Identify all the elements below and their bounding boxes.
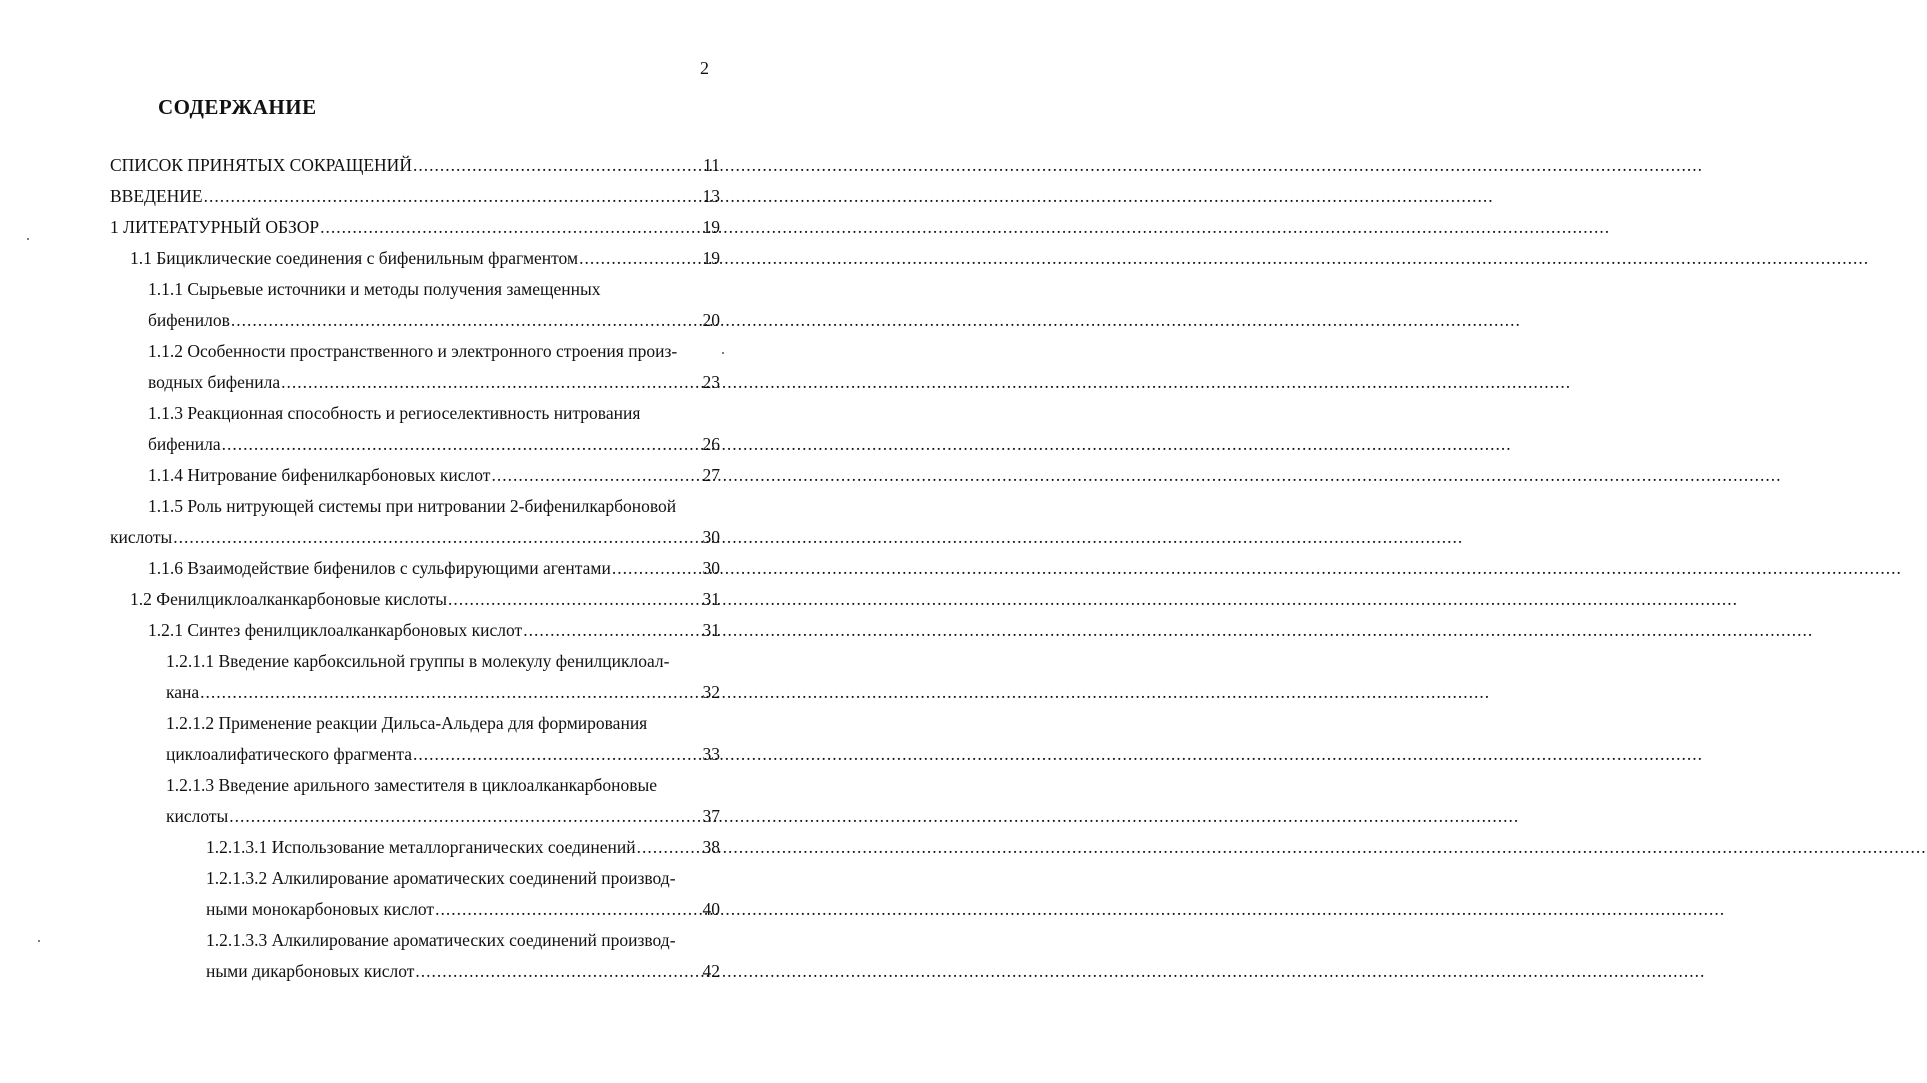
toc-entry-text: 1.1.4 Нитрование бифенилкарбоновых кислот (148, 465, 491, 485)
toc-entry (110, 367, 720, 398)
toc-page-number: 37 (702, 806, 720, 826)
dot-leader (281, 367, 701, 398)
dot-leader (415, 956, 701, 987)
toc-page-number: 20 (702, 310, 720, 330)
page-number: 2 (700, 58, 709, 78)
toc-entry-text: бифенила (148, 434, 221, 454)
toc-entry-first-line (110, 646, 720, 677)
toc-entry (110, 584, 720, 615)
toc-entry-text: ными монокарбоновых кислот (206, 899, 435, 919)
toc-entry-text: ВВЕДЕНИЕ (110, 186, 203, 206)
toc-entry-text: кислоты (110, 527, 173, 547)
toc-page-number: 26 (702, 434, 720, 454)
toc-page-number: 19 (702, 217, 720, 237)
toc-entry-text: бифенилов (148, 310, 230, 330)
dot-leader (637, 832, 702, 863)
toc-entry (110, 615, 720, 646)
dot-leader (448, 584, 701, 615)
toc-entry-text: 1.1.2 Особенности пространственного и электронного строения произ- (148, 341, 678, 361)
toc-entry-text: ными дикарбоновых кислот (206, 961, 415, 981)
table-of-contents (110, 150, 720, 987)
toc-page-number: 27 (702, 465, 720, 485)
toc-entry-text: 1.2.1.2 Применение реакции Дильса-Альдера для формирования (166, 713, 648, 733)
dot-leader (523, 615, 701, 646)
toc-entry-first-line (110, 274, 720, 305)
toc-entry (110, 305, 720, 336)
dot-leader (231, 305, 702, 336)
toc-page-number: 32 (702, 682, 720, 702)
toc-page-number: 11 (703, 155, 720, 175)
toc-entry (110, 150, 720, 181)
scan-speck (27, 238, 29, 240)
toc-entry (110, 212, 720, 243)
dot-leader (229, 801, 701, 832)
toc-entry-first-line (110, 708, 720, 739)
toc-entry-first-line (110, 863, 720, 894)
toc-entry (110, 181, 720, 212)
toc-entry-text: водных бифенила (148, 372, 281, 392)
dot-leader (413, 150, 702, 181)
toc-entry-text: кана (166, 682, 200, 702)
dot-leader (435, 894, 701, 925)
toc-entry (110, 429, 720, 460)
toc-entry-first-line (110, 398, 720, 429)
toc-entry (110, 243, 720, 274)
toc-entry (110, 677, 720, 708)
toc-entry-first-line (110, 770, 720, 801)
toc-page-number: 23 (702, 372, 720, 392)
toc-entry-text: 1.1 Бициклические соединения с бифенильным фрагментом (130, 248, 579, 268)
scan-speck (722, 352, 724, 354)
toc-entry (110, 553, 720, 584)
toc-entry-first-line (110, 491, 720, 522)
toc-page-number: 31 (702, 589, 720, 609)
toc-entry-text: 1.2.1.3 Введение арильного заместителя в циклоалканкарбоновые (166, 775, 657, 795)
page-title: СОДЕРЖАНИЕ (158, 95, 317, 119)
toc-entry-text: 1.2.1 Синтез фенилциклоалканкарбоновых кислот (148, 620, 523, 640)
toc-page-number: 42 (702, 961, 720, 981)
toc-entry-text: циклоалифатического фрагмента (166, 744, 413, 764)
toc-entry-first-line (110, 336, 720, 367)
toc-page-number: 30 (702, 527, 720, 547)
toc-entry-text: 1.2.1.3.3 Алкилирование ароматических соединений производ- (206, 930, 676, 950)
scan-speck (38, 940, 40, 942)
toc-entry-text: 1.2.1.1 Введение карбоксильной группы в молекулу фенилциклоал- (166, 651, 670, 671)
dot-leader (173, 522, 701, 553)
toc-entry (110, 956, 720, 987)
toc-page-number: 13 (702, 186, 720, 206)
dot-leader (413, 739, 701, 770)
toc-entry (110, 832, 720, 863)
dot-leader (204, 181, 702, 212)
toc-entry (110, 739, 720, 770)
toc-page-number: 33 (702, 744, 720, 764)
toc-page-number: 40 (702, 899, 720, 919)
toc-entry-text: 1.2.1.3.2 Алкилирование ароматических соединений производ- (206, 868, 676, 888)
toc-entry (110, 522, 720, 553)
dot-leader (200, 677, 701, 708)
toc-entry-text: 1.2.1.3.1 Использование металлорганических соединений (206, 837, 636, 857)
toc-entry-text: 1.1.5 Роль нитрующей системы при нитровании 2-бифенилкарбоновой (148, 496, 677, 516)
toc-entry-text: 1.1.1 Сырьевые источники и методы получения замещенных (148, 279, 601, 299)
dot-leader (222, 429, 702, 460)
toc-entry-text: 1 ЛИТЕРАТУРНЫЙ ОБЗОР (110, 217, 320, 237)
toc-entry-first-line (110, 925, 720, 956)
toc-entry (110, 801, 720, 832)
dot-leader (579, 243, 701, 274)
toc-entry-text: 1.1.3 Реакционная способность и региоселективность нитрования (148, 403, 641, 423)
toc-entry-text: кислоты (166, 806, 229, 826)
toc-entry-text: СПИСОК ПРИНЯТЫХ СОКРАЩЕНИЙ (110, 155, 412, 175)
toc-entry-text: 1.2 Фенилциклоалканкарбоновые кислоты (130, 589, 448, 609)
toc-page-number: 38 (702, 837, 720, 857)
toc-entry-text: 1.1.6 Взаимодействие бифенилов с сульфирующими агентами (148, 558, 611, 578)
toc-page-number: 31 (702, 620, 720, 640)
toc-page-number: 19 (702, 248, 720, 268)
dot-leader (491, 460, 701, 491)
toc-page-number: 30 (702, 558, 720, 578)
dot-leader (612, 553, 702, 584)
toc-entry (110, 460, 720, 491)
toc-entry (110, 894, 720, 925)
dot-leader (320, 212, 701, 243)
